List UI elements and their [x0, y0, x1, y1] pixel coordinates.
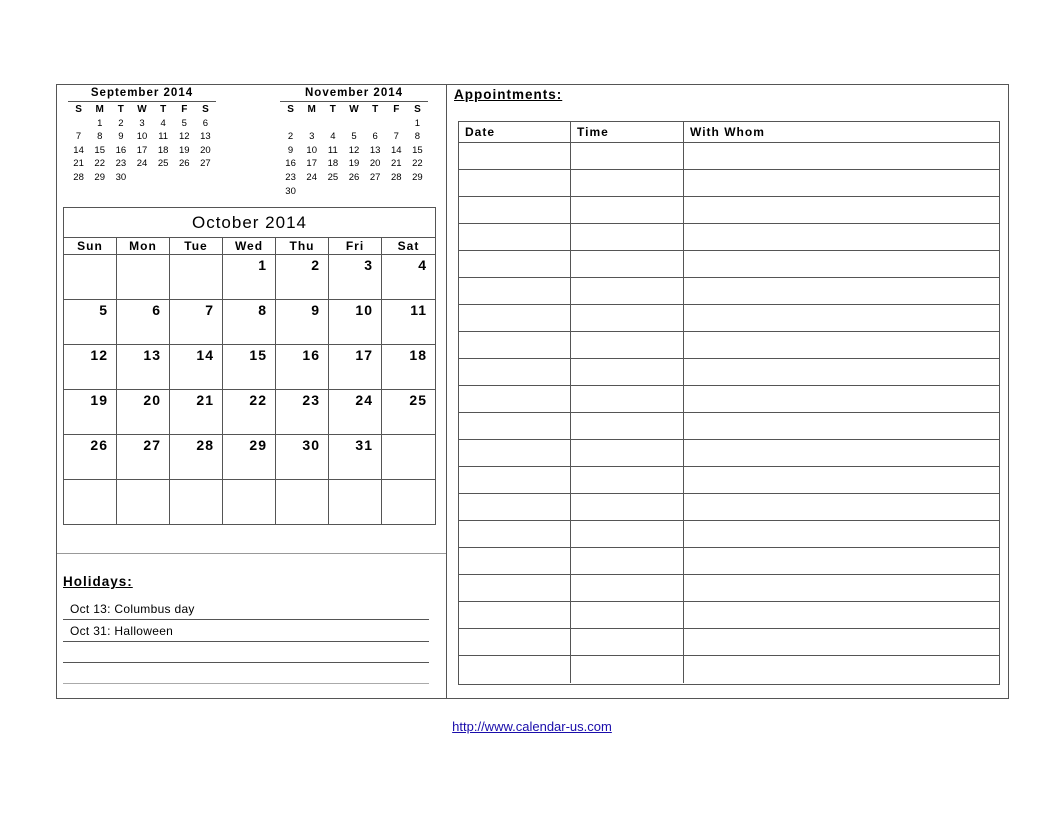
mini-weekday-label: T: [372, 104, 379, 115]
mini-calendar-grid: [280, 103, 428, 198]
day-cell: 30: [276, 435, 329, 480]
date-cell[interactable]: [459, 602, 571, 628]
mini-day-cell: 26: [348, 171, 360, 183]
time-cell[interactable]: [571, 602, 684, 628]
time-cell[interactable]: [571, 143, 684, 169]
day-cell: 29: [223, 435, 276, 480]
with-whom-cell[interactable]: [684, 656, 999, 683]
holiday-line: [63, 663, 429, 684]
date-cell[interactable]: [459, 548, 571, 574]
mini-day-cell: 6: [372, 131, 378, 143]
day-cell: 24: [329, 390, 382, 435]
mini-day-cell: 17: [136, 144, 148, 156]
mini-day-cell: 21: [390, 158, 402, 170]
mini-day-cell: 16: [285, 158, 296, 170]
day-cell: [64, 255, 117, 300]
with-whom-cell[interactable]: [684, 494, 999, 520]
day-cell: [117, 255, 170, 300]
appointment-row: [459, 197, 999, 224]
mini-day-cell: [343, 185, 364, 199]
time-cell[interactable]: [571, 413, 684, 439]
time-cell[interactable]: [571, 278, 684, 304]
day-cell: 18: [382, 345, 435, 390]
mini-day-cell: 22: [94, 158, 105, 170]
mini-day-cell: 8: [414, 131, 421, 143]
mini-day-cell: [301, 117, 322, 131]
mini-calendar-title: September 2014: [68, 86, 216, 102]
day-cell: 7: [170, 300, 223, 345]
day-cell: [170, 255, 223, 300]
mini-day-cell: 30: [285, 185, 296, 197]
mini-day-cell: 9: [118, 131, 124, 143]
with-whom-cell[interactable]: [684, 575, 999, 601]
mini-day-cell: 18: [157, 144, 169, 156]
with-whom-cell[interactable]: [684, 305, 999, 331]
day-cell: [223, 480, 276, 525]
date-cell[interactable]: [459, 386, 571, 412]
date-cell[interactable]: [459, 170, 571, 196]
mini-day-cell: 13: [369, 144, 381, 156]
with-whom-cell[interactable]: [684, 548, 999, 574]
mini-day-cell: [131, 171, 152, 185]
date-cell[interactable]: [459, 251, 571, 277]
mini-day-cell: 24: [136, 158, 148, 170]
day-cell: [64, 480, 117, 525]
mini-day-cell: 22: [412, 158, 423, 170]
with-whom-cell[interactable]: [684, 602, 999, 628]
appointment-row: [459, 359, 999, 386]
mini-day-cell: 5: [181, 117, 187, 129]
mini-day-cell: 11: [327, 144, 338, 156]
mini-day-cell: 4: [330, 131, 336, 143]
mini-day-cell: 5: [351, 131, 357, 143]
mini-day-cell: 25: [327, 171, 339, 183]
mini-day-cell: 28: [390, 171, 402, 183]
mini-weekday-label: T: [329, 104, 336, 115]
mini-day-cell: 7: [75, 131, 82, 143]
mini-day-cell: 10: [136, 131, 148, 143]
weekday-label: Sat: [397, 239, 420, 253]
day-cell: 26: [64, 435, 117, 480]
mini-day-cell: 16: [115, 144, 127, 156]
time-cell[interactable]: [571, 467, 684, 493]
appointment-row: [459, 224, 999, 251]
mini-day-cell: 29: [412, 171, 423, 183]
mini-day-cell: [407, 185, 428, 199]
with-whom-cell[interactable]: [684, 224, 999, 250]
weekday-label: Wed: [223, 238, 276, 254]
day-cell: 16: [276, 345, 329, 390]
mini-day-cell: 10: [306, 144, 317, 156]
mini-day-cell: 8: [97, 131, 103, 143]
mini-calendar-november: [280, 86, 428, 198]
footer-link[interactable]: http://www.calendar-us.com: [452, 719, 612, 734]
mini-day-cell: [322, 117, 343, 131]
day-cell: 9: [276, 300, 329, 345]
mini-weekday-label: F: [181, 104, 188, 115]
mini-day-cell: 6: [202, 117, 209, 129]
mini-day-cell: 23: [285, 171, 296, 183]
appointment-row: [459, 170, 999, 197]
mini-day-cell: 15: [94, 144, 105, 156]
mini-day-cell: [195, 171, 216, 185]
date-cell[interactable]: [459, 629, 571, 655]
day-cell: 15: [223, 345, 276, 390]
appointment-row: [459, 467, 999, 494]
mini-weekday-label: S: [202, 104, 209, 115]
day-cell: 12: [64, 345, 117, 390]
holidays-title: Holidays:: [63, 574, 133, 589]
with-whom-cell[interactable]: [684, 278, 999, 304]
day-cell: 28: [170, 435, 223, 480]
day-cell: 20: [117, 390, 170, 435]
mini-weekday-label: W: [349, 104, 359, 115]
date-cell[interactable]: [459, 224, 571, 250]
with-whom-cell[interactable]: [684, 197, 999, 223]
day-cell: [329, 480, 382, 525]
mini-day-cell: 27: [369, 171, 381, 183]
appointment-row: [459, 575, 999, 602]
with-whom-cell[interactable]: [684, 467, 999, 493]
mini-calendar-grid: [68, 103, 216, 185]
appointment-row: [459, 494, 999, 521]
holiday-line: Oct 13: Columbus day: [63, 599, 429, 620]
mini-day-cell: 30: [115, 171, 127, 183]
with-whom-cell[interactable]: [684, 251, 999, 277]
appointment-row: [459, 305, 999, 332]
day-cell: [382, 480, 435, 525]
mini-weekday-label: M: [95, 104, 104, 115]
with-whom-cell[interactable]: [684, 359, 999, 385]
weekday-header: [64, 237, 435, 255]
appointment-row: [459, 386, 999, 413]
vertical-divider: [446, 84, 447, 699]
mini-day-cell: 11: [158, 131, 169, 143]
mini-day-cell: [322, 185, 343, 199]
date-cell[interactable]: [459, 494, 571, 520]
date-cell[interactable]: [459, 359, 571, 385]
mini-day-cell: [68, 117, 89, 131]
day-cell: 27: [117, 435, 170, 480]
time-cell[interactable]: [571, 305, 684, 331]
day-cell: [382, 435, 435, 480]
appointment-row: [459, 251, 999, 278]
mini-day-cell: 2: [287, 131, 294, 143]
time-cell[interactable]: [571, 440, 684, 466]
mini-day-cell: 12: [178, 131, 190, 143]
day-cell: 22: [223, 390, 276, 435]
time-cell[interactable]: [571, 656, 684, 683]
day-cell: 1: [223, 255, 276, 300]
day-cell: 10: [329, 300, 382, 345]
appointment-row: [459, 602, 999, 629]
weekday-label: Tue: [170, 238, 223, 254]
mini-day-cell: 3: [309, 131, 315, 143]
mini-day-cell: 27: [200, 158, 211, 170]
mini-weekday-label: M: [307, 104, 316, 115]
date-cell[interactable]: [459, 413, 571, 439]
weekday-label: Fri: [329, 238, 382, 254]
month-calendar: [63, 207, 436, 525]
appointment-row: [459, 143, 999, 170]
with-whom-cell[interactable]: [684, 332, 999, 358]
with-whom-cell[interactable]: [684, 413, 999, 439]
time-cell[interactable]: [571, 197, 684, 223]
mini-day-cell: 26: [178, 158, 190, 170]
day-cell: 6: [117, 300, 170, 345]
weekday-label: Sun: [64, 238, 117, 254]
mini-day-cell: 12: [348, 144, 360, 156]
mini-day-cell: 14: [390, 144, 402, 156]
mini-day-cell: 20: [200, 144, 211, 156]
appointment-row: [459, 656, 999, 683]
time-cell[interactable]: [571, 575, 684, 601]
with-whom-cell[interactable]: [684, 629, 999, 655]
day-cell: 31: [329, 435, 382, 480]
mini-calendar-september: [68, 86, 216, 185]
mini-day-cell: [174, 171, 195, 185]
with-whom-cell[interactable]: [684, 170, 999, 196]
mini-day-cell: 1: [97, 117, 103, 129]
time-cell[interactable]: [571, 251, 684, 277]
mini-day-cell: 15: [412, 144, 423, 156]
with-whom-cell[interactable]: [684, 440, 999, 466]
holiday-line: Oct 31: Halloween: [63, 621, 429, 642]
time-cell[interactable]: [571, 332, 684, 358]
day-cell: 5: [64, 300, 117, 345]
date-cell[interactable]: [459, 575, 571, 601]
mini-day-cell: [301, 185, 322, 199]
day-cell: 3: [329, 255, 382, 300]
appointments-table: [458, 121, 1000, 685]
appointment-row: [459, 440, 999, 467]
time-cell[interactable]: [571, 359, 684, 385]
mini-day-cell: 3: [139, 117, 145, 129]
time-cell[interactable]: [571, 386, 684, 412]
appointment-row: [459, 548, 999, 575]
time-cell[interactable]: [571, 170, 684, 196]
mini-day-cell: 29: [94, 171, 105, 183]
mini-day-cell: 24: [306, 171, 317, 183]
appointment-row: [459, 332, 999, 359]
with-whom-cell[interactable]: [684, 521, 999, 547]
date-cell[interactable]: [459, 467, 571, 493]
appointments-title: Appointments:: [454, 87, 563, 102]
mini-day-cell: 14: [73, 144, 84, 156]
section-divider: [57, 553, 446, 554]
mini-day-cell: 19: [178, 144, 190, 156]
mini-day-cell: [365, 117, 386, 131]
mini-day-cell: [280, 117, 301, 131]
mini-day-cell: [386, 117, 407, 131]
mini-day-cell: [343, 117, 364, 131]
day-cell: 21: [170, 390, 223, 435]
mini-day-cell: 13: [200, 131, 211, 143]
mini-day-cell: [386, 185, 407, 199]
day-cell: 4: [382, 255, 435, 300]
mini-day-cell: 18: [327, 158, 339, 170]
appointment-row: [459, 521, 999, 548]
weekday-label: Thu: [276, 238, 329, 254]
day-cell: [276, 480, 329, 525]
time-cell[interactable]: [571, 494, 684, 520]
mini-weekday-label: T: [117, 104, 124, 115]
mini-weekday-label: F: [393, 104, 400, 115]
mini-weekday-label: S: [287, 104, 294, 115]
day-cell: 11: [382, 300, 435, 345]
mini-day-cell: [153, 171, 174, 185]
month-day-grid: [64, 255, 435, 525]
time-cell[interactable]: [571, 224, 684, 250]
mini-day-cell: 2: [118, 117, 124, 129]
day-cell: 19: [64, 390, 117, 435]
column-header-date: Date: [459, 122, 571, 142]
with-whom-cell[interactable]: [684, 143, 999, 169]
mini-weekday-label: T: [160, 104, 167, 115]
mini-calendar-title: November 2014: [280, 86, 428, 102]
mini-weekday-label: W: [137, 104, 147, 115]
weekday-label: Mon: [117, 238, 170, 254]
mini-day-cell: 28: [73, 171, 84, 183]
day-cell: 14: [170, 345, 223, 390]
holiday-line: [63, 642, 429, 663]
appointments-header-row: [459, 122, 999, 143]
appointment-row: [459, 278, 999, 305]
mini-day-cell: 4: [160, 117, 166, 129]
date-cell[interactable]: [459, 278, 571, 304]
date-cell[interactable]: [459, 332, 571, 358]
date-cell[interactable]: [459, 656, 571, 683]
day-cell: 25: [382, 390, 435, 435]
day-cell: 23: [276, 390, 329, 435]
appointment-row: [459, 413, 999, 440]
mini-day-cell: 9: [287, 144, 294, 156]
date-cell[interactable]: [459, 305, 571, 331]
day-cell: 2: [276, 255, 329, 300]
mini-day-cell: 17: [306, 158, 317, 170]
column-header-with-whom: With Whom: [690, 125, 765, 139]
mini-day-cell: 1: [414, 117, 421, 129]
day-cell: 13: [117, 345, 170, 390]
month-title: October 2014: [191, 213, 307, 232]
date-cell[interactable]: [459, 440, 571, 466]
day-cell: [117, 480, 170, 525]
day-cell: 8: [223, 300, 276, 345]
appointment-row: [459, 629, 999, 656]
time-cell[interactable]: [571, 521, 684, 547]
mini-day-cell: 21: [73, 158, 84, 170]
time-cell[interactable]: [571, 548, 684, 574]
mini-day-cell: 20: [369, 158, 381, 170]
date-cell[interactable]: [459, 521, 571, 547]
mini-day-cell: 25: [157, 158, 169, 170]
column-header-time: Time: [571, 122, 684, 142]
mini-weekday-label: S: [414, 104, 421, 115]
mini-day-cell: 19: [348, 158, 360, 170]
mini-day-cell: 23: [115, 158, 127, 170]
mini-day-cell: 7: [393, 131, 399, 143]
with-whom-cell[interactable]: [684, 386, 999, 412]
day-cell: 17: [329, 345, 382, 390]
day-cell: [170, 480, 223, 525]
date-cell[interactable]: [459, 143, 571, 169]
date-cell[interactable]: [459, 197, 571, 223]
mini-day-cell: [365, 185, 386, 199]
time-cell[interactable]: [571, 629, 684, 655]
mini-weekday-label: S: [75, 104, 82, 115]
